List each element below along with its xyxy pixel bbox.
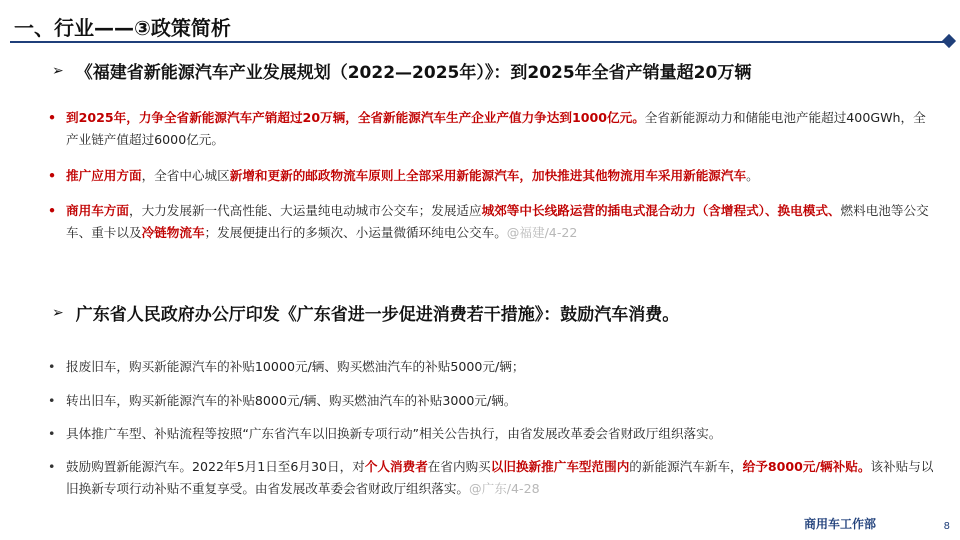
source-tag: @福建/4-22 [506,225,578,240]
text-run: 在省内购买 [427,459,491,474]
highlight-text: 个人消费者 [364,459,428,474]
text-run: 该补贴与以旧换新专项行动补贴不重复享受。由省发展改革委会省财政厅组织落实。 [66,459,934,496]
source-tag: @广东/4-28 [469,481,540,496]
bullet-text [66,423,721,445]
highlight-text: 商用车方面 [66,203,129,218]
bullet-text [66,107,938,151]
highlight-text: 给予8000元/辆补贴。 [742,459,871,474]
text-run: 。 [746,168,759,183]
text-run: ，全省中心城区 [141,168,230,183]
list-item [48,423,938,445]
text-run: 燃料电池等公交车、重卡以及 [66,203,929,240]
page-number: 8 [943,521,950,532]
list-item [48,107,938,151]
dot-icon: • [48,359,56,374]
dot-icon: • [48,459,56,474]
list-item [48,200,938,244]
list-item [48,390,938,412]
text-run: ；发展便捷出行的多频次、小运量微循环纯电公交车。 [204,225,507,240]
list-item [48,356,938,378]
list-item [48,165,938,187]
highlight-text: 以旧换新推广车型范围内 [490,459,630,474]
highlight-text: 推广应用方面 [66,168,142,183]
bullet-text [66,356,524,378]
section-heading-text: 广东省人民政府办公厅印发《广东省进一步促进消费若干措施》：鼓励汽车消费。 [75,305,680,325]
dot-icon: • [48,203,57,218]
bullet-text [66,200,938,244]
text-run: 鼓励购置新能源汽车。2022年5月1日至6月30日，对 [66,459,365,474]
title-rule-end-marker [942,34,956,48]
bullet-text [66,390,516,412]
dot-icon: • [48,426,56,441]
dot-icon: • [48,393,56,408]
highlight-text: 到2025年，力争全省新能源汽车产销超过20万辆，全省新能源汽车生产企业产值力争达到1000亿元。 [66,110,645,125]
bullet-text [66,165,759,187]
arrowhead-icon: ➢ [52,62,64,79]
dot-icon: • [48,168,57,183]
bullet-text [66,456,938,500]
highlight-text: 冷链物流车 [141,225,205,240]
list-item [48,456,938,500]
section-heading-text: 《福建省新能源汽车产业发展规划（2022—2025年）》：到2025年全省产销量超20万辆 [75,63,752,83]
slide-title: 一、行业——③政策简析 [14,16,231,40]
dot-icon: • [48,110,57,125]
title-divider [10,41,944,43]
text-run: 具体推广车型、补贴流程等按照“广东省汽车以旧换新专项行动”相关公告执行，由省发展改革委会省财政厅组织落实。 [66,426,722,441]
department-label: 商用车工作部 [803,517,876,531]
text-run: 转出旧车，购买新能源汽车的补贴8000元/辆、购买燃油汽车的补贴3000元/辆。 [66,393,517,408]
text-run: ，大力发展新一代高性能、大运量纯电动城市公交车；发展适应 [128,203,482,218]
text-run: 的新能源汽车新车， [629,459,743,474]
highlight-text: 新增和更新的邮政物流车原则上全部采用新能源汽车，加快推进其他物流用车采用新能源汽车 [229,168,747,183]
section-heading-fujian [52,58,751,83]
arrowhead-icon: ➢ [52,304,64,321]
text-run: 报废旧车，购买新能源汽车的补贴10000元/辆、购买燃油汽车的补贴5000元/辆； [66,359,525,374]
section-heading-guangdong [52,300,679,325]
text-run: 全省新能源动力和储能电池产能超过400GWh，全产业链产值超过6000亿元。 [66,110,926,147]
highlight-text: 城郊等中长线路运营的插电式混合动力（含增程式）、换电模式、 [481,203,841,218]
